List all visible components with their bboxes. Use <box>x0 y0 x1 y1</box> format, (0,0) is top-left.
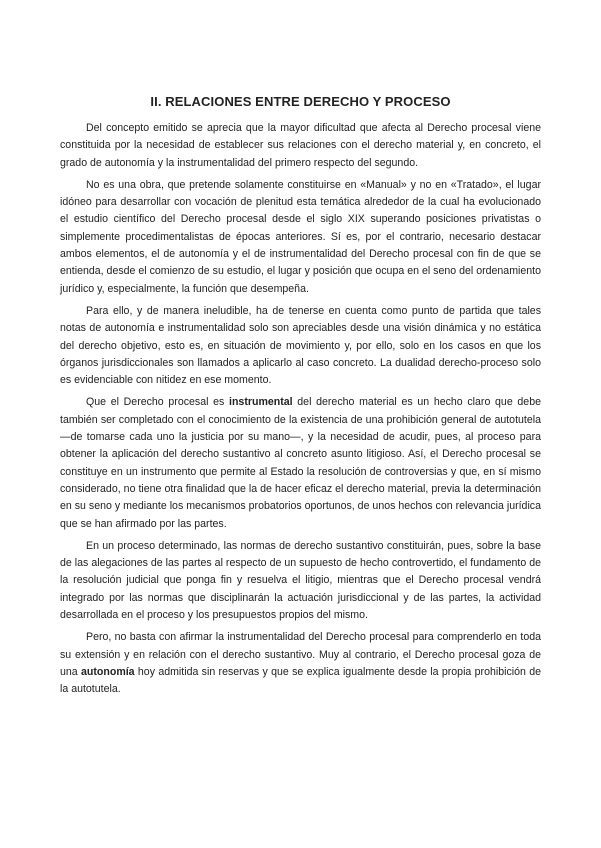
paragraph-4-text-start: Que el Derecho procesal es <box>86 396 230 409</box>
paragraph-4-text-end: del derecho material es un hecho claro que debe también ser completado con el conocimiento de la existencia de una prohibición general de autotutela —de tomarse cada uno la justicia por su mano—, y la necesidad de acudir, pues, al proceso para obtener la aplicación del derecho sustantivo al concreto asunto litigioso. Así, el Derecho procesal se constituye en un instrumento que permite al Estado la resolución de controversias y que, en sí mismo considerado, no tiene otra finalidad que la de hacer eficaz el derecho material, previa la determinación en su seno y mediante los mecanismos probatorios oportunos, de unos hechos con relevancia jurídica que se han afirmado por las partes. <box>60 396 541 530</box>
paragraph-3: Para ello, y de manera ineludible, ha de tenerse en cuenta como punto de partida que tales notas de autonomía e instrumentalidad solo son apreciables desde una visión dinámica y no estática del derecho objetivo, esto es, en situación de movimiento y, por ello, solo en los casos en que los órganos jurisdiccionales son llamados a aplicarlo al caso concreto. La dualidad derecho-proceso solo es evidenciable con nitidez en ese momento. <box>60 304 541 387</box>
paragraph-6-text-start: Pero, no basta con afirmar la instrumentalidad del Derecho procesal para comprenderlo en toda su extensión y en relación con el derecho sustantivo. Muy al contrario, el Derecho procesal goza de una <box>60 631 541 678</box>
paragraph-6-text-end: hoy admitida sin reservas y que se explica igualmente desde la propia prohibición de la autotutela. <box>60 665 541 696</box>
paragraph-4 <box>60 394 541 532</box>
paragraph-6 <box>60 629 541 698</box>
document-page <box>60 94 541 704</box>
section-heading: II. RELACIONES ENTRE DERECHO Y PROCESO <box>150 94 451 109</box>
emphasis-instrumental: instrumental <box>229 396 293 409</box>
emphasis-autonomia: autonomía <box>81 665 135 678</box>
paragraph-1: Del concepto emitido se aprecia que la mayor dificultad que afecta al Derecho procesal viene constituida por la necesidad de establecer sus relaciones con el derecho material y, en concreto, el grado de autonomía y la instrumentalidad del primero respecto del segundo. <box>60 122 541 169</box>
paragraph-5: En un proceso determinado, las normas de derecho sustantivo constituirán, pues, sobre la base de las alegaciones de las partes al respecto de un supuesto de hecho controvertido, el fundamento de la resolución judicial que ponga fin y resuelva el litigio, mientras que el Derecho procesal vendrá integrado por las normas que disciplinarán la actuación jurisdiccional y de las partes, la actividad desarrollada en el proceso y los presupuestos propios del mismo. <box>60 539 541 622</box>
paragraph-2: No es una obra, que pretende solamente constituirse en «Manual» y no en «Tratado», el lugar idóneo para desarrollar con vocación de plenitud esta temática alrededor de la cual ha evolucionado el estudio científico del Derecho procesal desde el siglo XIX superando posiciones privatistas o simplemente procedimentalistas de épocas anteriores. Sí es, por el contrario, necesario destacar ambos elementos, el de autonomía y el de instrumentalidad del Derecho procesal con fin de que se entienda, desde el comienzo de su estudio, el lugar y posición que ocupa en el seno del ordenamiento jurídico y, especialmente, la función que desempeña. <box>60 178 541 295</box>
